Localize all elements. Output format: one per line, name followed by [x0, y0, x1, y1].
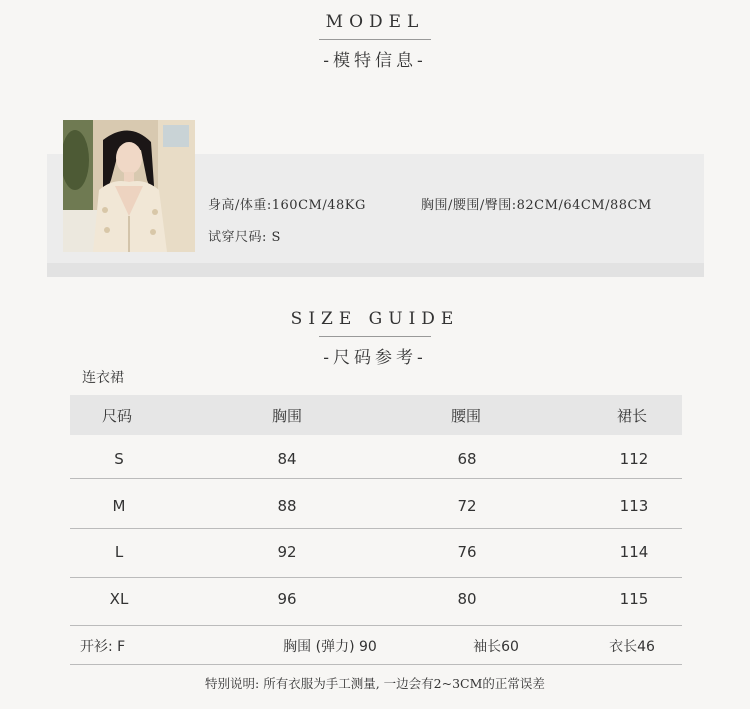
table-cell: M	[112, 497, 126, 515]
table-cell: 96	[277, 590, 297, 608]
table-row-divider	[70, 664, 682, 665]
model-height-weight: 身高/体重:160CM/48KG	[208, 198, 366, 213]
table-row-divider	[70, 577, 682, 578]
model-title-cn: -模特信息-	[323, 51, 427, 71]
model-measurements: 胸围/腰围/臀围:82CM/64CM/88CM	[421, 198, 652, 213]
model-header	[0, 12, 750, 71]
table-cell: 72	[457, 497, 477, 515]
cardigan-length: 衣长46	[609, 639, 655, 655]
size-guide-title-cn: -尺码参考-	[323, 348, 427, 368]
size-guide-title-divider	[319, 336, 431, 337]
table-row-divider	[70, 478, 682, 479]
header-size: 尺码	[101, 407, 132, 425]
table-row-divider	[70, 528, 682, 529]
table-cell: 113	[619, 497, 649, 515]
table-cell: 112	[619, 450, 649, 468]
model-title-en: MODEL	[325, 12, 425, 32]
model-title-divider	[319, 39, 431, 40]
size-guide-header	[0, 309, 750, 368]
table-cell: 92	[277, 543, 297, 561]
cardigan-chest: 胸围 (弹力) 90	[283, 639, 377, 655]
model-try-size: 试穿尺码: S	[208, 230, 281, 245]
header-length: 裙长	[616, 407, 647, 425]
cardigan-label: 开衫: F	[80, 639, 126, 655]
category-label: 连衣裙	[82, 370, 124, 386]
model-photo	[63, 120, 195, 252]
table-cell: XL	[109, 590, 129, 608]
table-row-divider	[70, 625, 682, 626]
table-cell: 114	[619, 543, 649, 561]
table-cell: 84	[277, 450, 297, 468]
table-cell: 76	[457, 543, 477, 561]
cardigan-sleeve: 袖长60	[473, 639, 519, 655]
table-cell: 68	[457, 450, 477, 468]
header-waist: 腰围	[450, 407, 481, 425]
table-cell: L	[114, 543, 124, 561]
header-chest: 胸围	[271, 407, 302, 425]
table-cell: 80	[457, 590, 477, 608]
table-cell: S	[114, 450, 124, 468]
measurement-note: 特别说明: 所有衣服为手工测量, 一边会有2~3CM的正常误差	[205, 676, 545, 691]
table-cell: 115	[619, 590, 649, 608]
size-guide-title-en: SIZE GUIDE	[290, 309, 460, 329]
table-cell: 88	[277, 497, 297, 515]
